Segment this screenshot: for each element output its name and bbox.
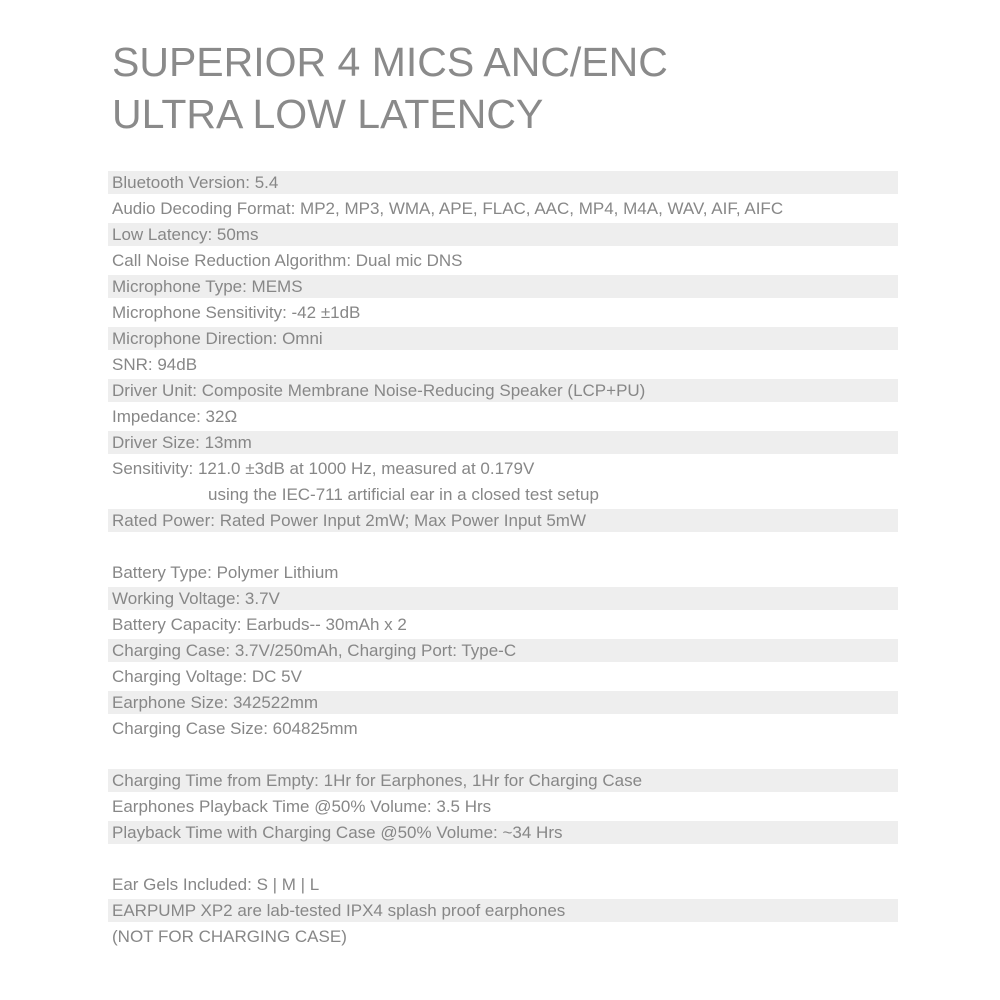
spec-row: Microphone Sensitivity: -42 ±1dB [112, 303, 361, 322]
spec-row: Battery Capacity: Earbuds-- 30mAh x 2 [112, 615, 407, 634]
spec-row: Charging Time from Empty: 1Hr for Earphones, 1Hr for Charging Case [108, 768, 898, 794]
spec-row: Working Voltage: 3.7V [108, 586, 898, 612]
spec-list [108, 170, 898, 950]
spec-row: SNR: 94dB [112, 355, 198, 374]
page-title [112, 36, 668, 140]
spec-row: Charging Case: 3.7V/250mAh, Charging Port: Type-C [108, 638, 898, 664]
spec-row: Sensitivity: 121.0 ±3dB at 1000 Hz, measured at 0.179V [112, 459, 535, 478]
spec-row: Playback Time with Charging Case @50% Volume: ~34 Hrs [108, 820, 898, 846]
spec-row: Call Noise Reduction Algorithm: Dual mic DNS [112, 251, 463, 270]
section-spacer [108, 846, 898, 872]
spec-row: Earphones Playback Time @50% Volume: 3.5 Hrs [112, 797, 492, 816]
spec-row: Earphone Size: 342522mm [108, 690, 898, 716]
spec-row: Charging Voltage: DC 5V [112, 667, 302, 686]
spec-row: Microphone Direction: Omni [108, 326, 898, 352]
spec-row: Battery Type: Polymer Lithium [112, 563, 339, 582]
title-line-2: ULTRA LOW LATENCY [112, 91, 544, 137]
spec-row: Charging Case Size: 604825mm [112, 719, 358, 738]
spec-row: Rated Power: Rated Power Input 2mW; Max Power Input 5mW [108, 508, 898, 534]
section-spacer [108, 534, 898, 560]
spec-row: Microphone Type: MEMS [108, 274, 898, 300]
spec-row: Impedance: 32Ω [112, 407, 238, 426]
spec-row: Low Latency: 50ms [108, 222, 898, 248]
spec-row: Bluetooth Version: 5.4 [108, 170, 898, 196]
spec-row: Driver Unit: Composite Membrane Noise-Reducing Speaker (LCP+PU) [108, 378, 898, 404]
spec-row: Ear Gels Included: S | M | L [112, 875, 320, 894]
title-line-1: SUPERIOR 4 MICS ANC/ENC [112, 39, 668, 85]
spec-row: (NOT FOR CHARGING CASE) [112, 927, 347, 946]
spec-row: Driver Size: 13mm [108, 430, 898, 456]
section-spacer [108, 742, 898, 768]
spec-row: Audio Decoding Format: MP2, MP3, WMA, APE, FLAC, AAC, MP4, M4A, WAV, AIF, AIFC [112, 199, 784, 218]
spec-row: EARPUMP XP2 are lab-tested IPX4 splash proof earphones [108, 898, 898, 924]
spec-row: using the IEC-711 artificial ear in a closed test setup [208, 485, 599, 504]
